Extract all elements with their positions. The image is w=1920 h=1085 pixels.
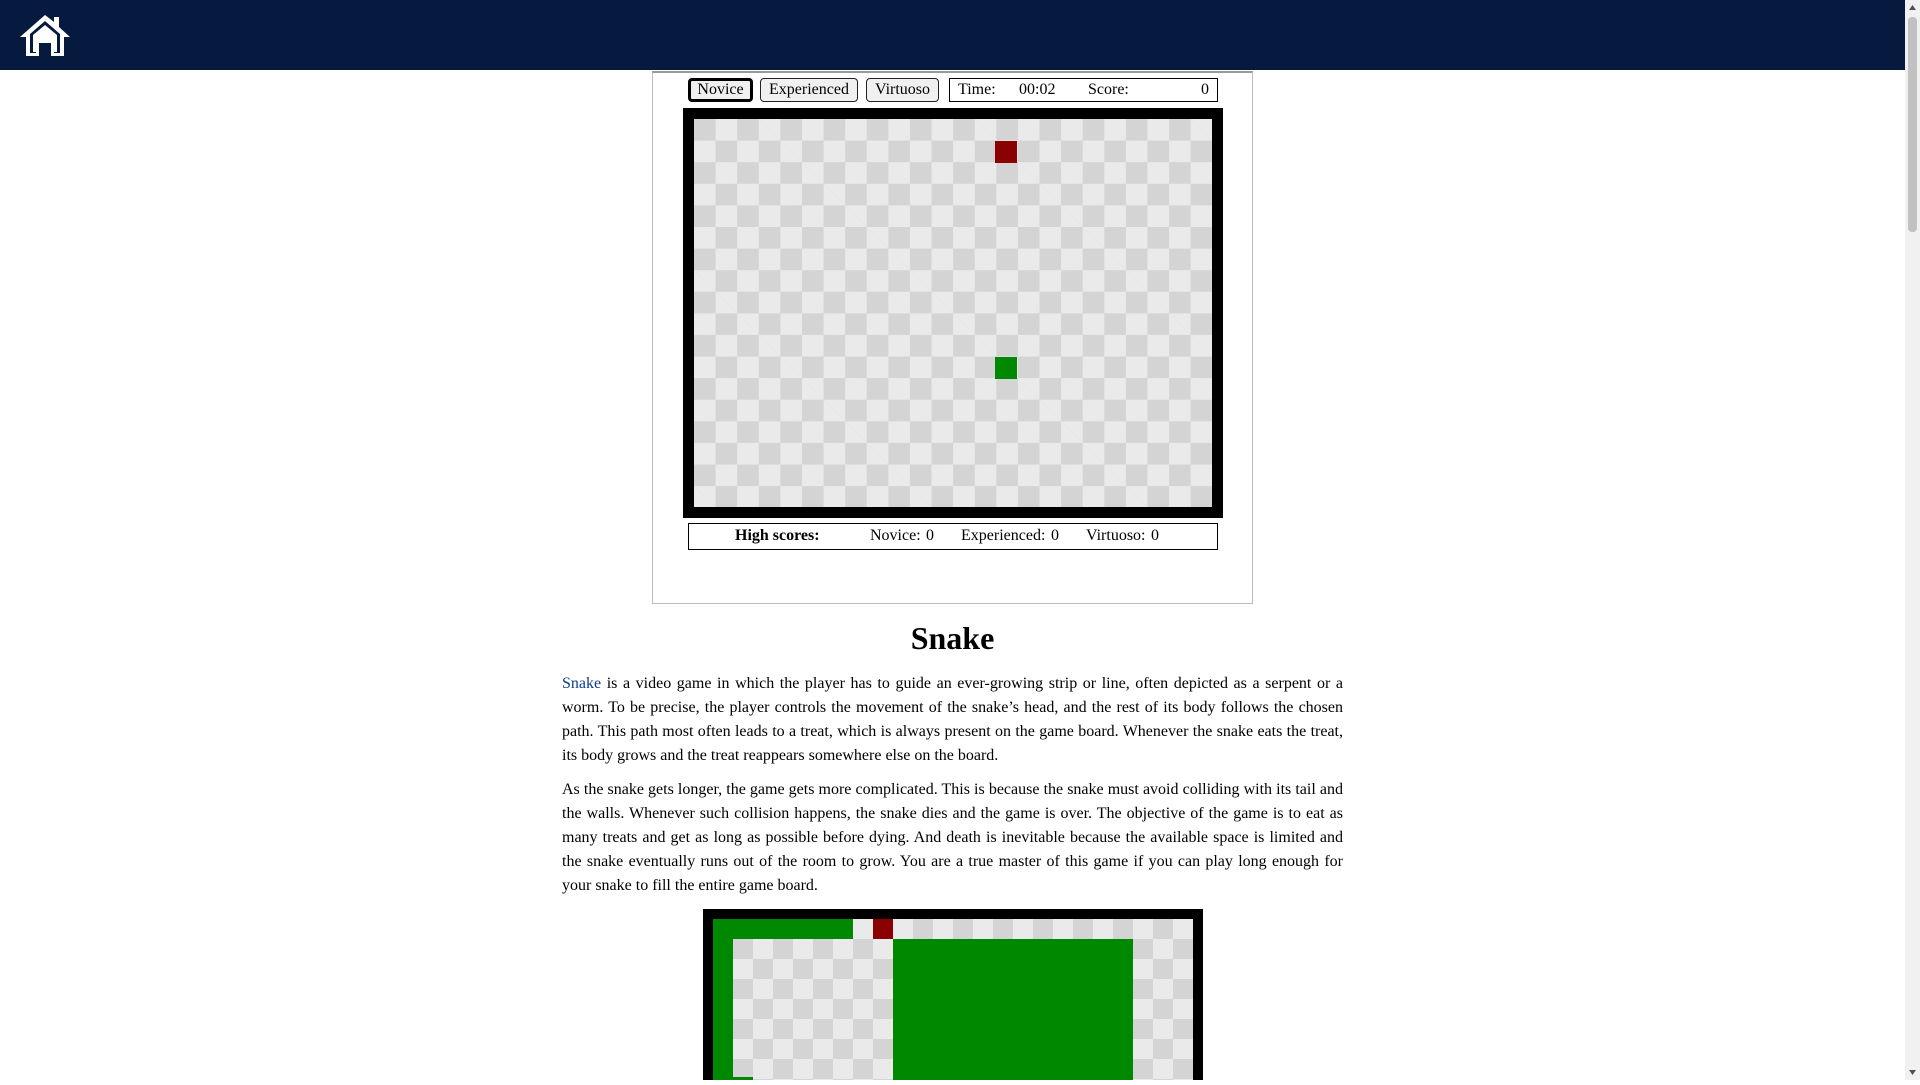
demo-snake-segment [893,939,1133,1080]
game-board-grid[interactable] [694,119,1212,507]
time-label: Time: [958,81,996,98]
scroll-down-icon[interactable] [1905,1065,1920,1080]
novice-level-button[interactable]: Novice [688,78,753,102]
article-paragraph-2: As the snake gets longer, the game gets more complicated. This is because the snake must avoid colliding with its tail and the walls. Whenever such collision happens, the snake dies and the game is over. The objective of the game is to eat as many treats and get as long as possible before dying. And death is inevitable because the available space is limited and the snake eventually runs out of the room to grow. You are a true master of this game if you can play long enough for your snake to fill the entire game board. [562,781,1343,894]
scroll-up-icon[interactable] [1905,0,1920,15]
time-value: 00:02 [1019,81,1056,98]
demo-board-grid [713,919,1193,1080]
demo-treat [873,919,893,939]
high-scores-label: High scores: [735,527,820,544]
demo-snake-segment [713,919,733,1080]
game-status [949,78,1218,102]
high-scores-bar [688,523,1218,550]
virtuoso-score-value: 0 [1151,527,1159,544]
experienced-score-value: 0 [1051,527,1059,544]
demo-game-board [703,909,1203,1080]
snake-wiki-link[interactable]: Snake [562,675,602,692]
virtuoso-score-label: Virtuoso: [1086,527,1146,544]
novice-score-label: Novice: [870,527,921,544]
experienced-level-button[interactable]: Experienced [760,78,858,102]
demo-snake-segment [713,919,853,939]
page-title: Snake [910,620,995,656]
home-icon[interactable] [18,12,72,58]
top-nav-bar [0,0,1905,70]
scrollbar-thumb[interactable] [1908,17,1917,232]
snake-head [995,357,1017,379]
novice-score-value: 0 [926,527,934,544]
article-paragraph-1 [562,672,1343,768]
vertical-scrollbar[interactable] [1905,0,1920,1080]
game-board[interactable] [683,108,1223,518]
score-label: Score: [1088,81,1129,98]
experienced-score-label: Experienced: [961,527,1046,544]
score-value: 0 [1201,81,1209,98]
treat [995,141,1017,163]
virtuoso-level-button[interactable]: Virtuoso [866,78,939,102]
paragraph-1-text: is a video game in which the player has to guide an ever-growing strip or line, often depicted as a serpent or a worm. To be precise, the player controls the movement of the snake’s head, and the rest of its body follows the chosen path. This path most often leads to a treat, which is always present on the game board. Whenever the snake eats the treat, its body grows and the treat reappears somewhere else on the board. [562,675,1343,764]
